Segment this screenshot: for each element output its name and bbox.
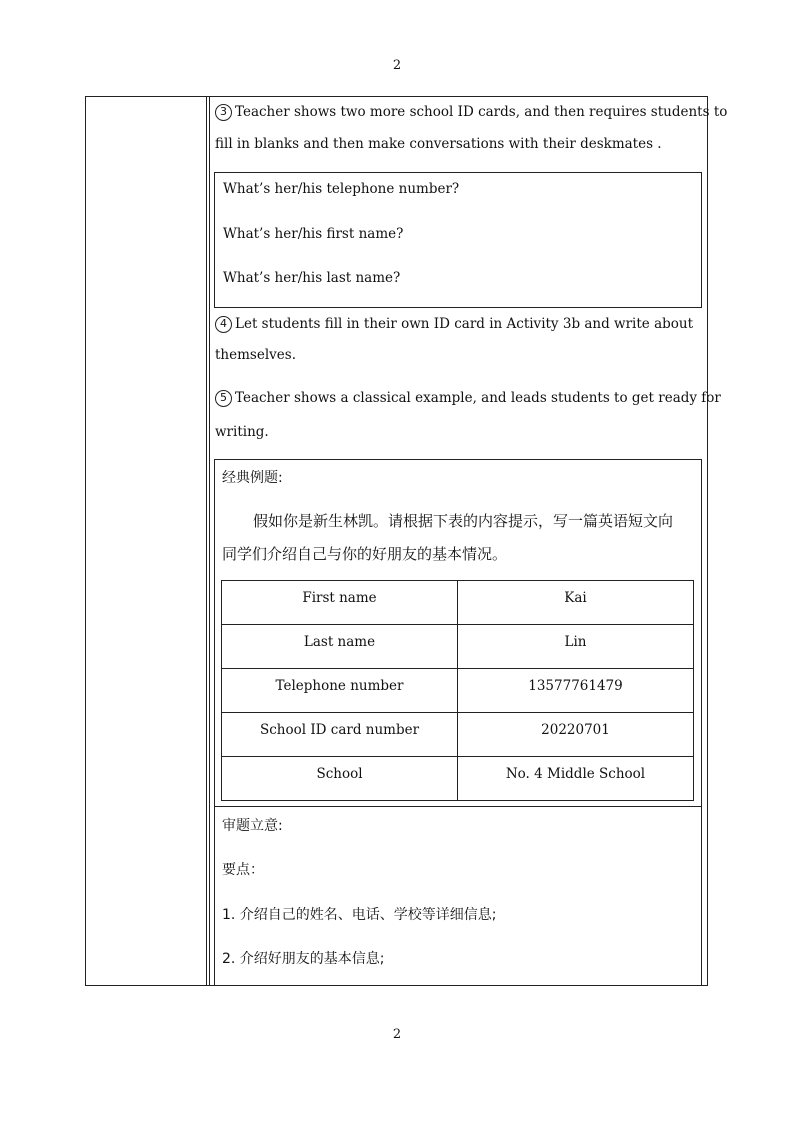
- example-heading: 经典例题:: [222, 470, 283, 486]
- step3-line1: [215, 104, 727, 121]
- step4-marker: 4: [215, 316, 232, 333]
- step3-marker: 3: [215, 104, 232, 121]
- section-separator: [214, 806, 702, 807]
- step5-marker: 5: [215, 390, 232, 407]
- table-cell-value: 13577761479: [458, 669, 694, 713]
- step4-line1: [215, 316, 693, 333]
- student-info-table: [221, 580, 694, 801]
- table-row: [222, 713, 694, 757]
- question-3: What’s her/his last name?: [223, 270, 401, 286]
- table-row: [222, 625, 694, 669]
- table-row: [222, 757, 694, 801]
- table-cell-label: Telephone number: [222, 669, 458, 713]
- question-2: What’s her/his first name?: [223, 226, 404, 242]
- page-number-bottom: 2: [392, 1027, 402, 1042]
- table-cell-value: Lin: [458, 625, 694, 669]
- point-2: 2. 介绍好朋友的基本信息;: [222, 951, 385, 967]
- table-cell-label: School ID card number: [222, 713, 458, 757]
- table-row: [222, 669, 694, 713]
- step5-text-line1: Teacher shows a classical example, and leads students to get ready for: [235, 390, 721, 406]
- step3-text-line1: Teacher shows two more school ID cards, and then requires students to: [235, 104, 728, 120]
- table-cell-label: School: [222, 757, 458, 801]
- question-1: What’s her/his telephone number?: [223, 181, 460, 197]
- table-cell-value: 20220701: [458, 713, 694, 757]
- table-cell-label: First name: [222, 581, 458, 625]
- step3-line2: fill in blanks and then make conversations with their deskmates .: [215, 136, 662, 152]
- example-prompt-line2: 同学们介绍自己与你的好朋友的基本情况。: [222, 545, 508, 563]
- step4-line2: themselves.: [215, 347, 296, 363]
- table-cell-value: No. 4 Middle School: [458, 757, 694, 801]
- step5-line2: writing.: [215, 424, 269, 440]
- column-divider-inner: [209, 96, 210, 986]
- page-number-top: 2: [392, 58, 402, 73]
- step5-line1: [215, 390, 721, 407]
- table-cell-value: Kai: [458, 581, 694, 625]
- analysis-heading: 审题立意:: [222, 818, 283, 834]
- table-cell-label: Last name: [222, 625, 458, 669]
- point-1: 1. 介绍自己的姓名、电话、学校等详细信息;: [222, 907, 497, 923]
- table-row: [222, 581, 694, 625]
- example-prompt-line1: 假如你是新生林凯。请根据下表的内容提示，写一篇英语短文向: [253, 512, 674, 530]
- points-label: 要点：: [222, 862, 264, 878]
- column-divider: [206, 96, 207, 986]
- step4-text-line1: Let students fill in their own ID card in Activity 3b and write about: [235, 316, 694, 332]
